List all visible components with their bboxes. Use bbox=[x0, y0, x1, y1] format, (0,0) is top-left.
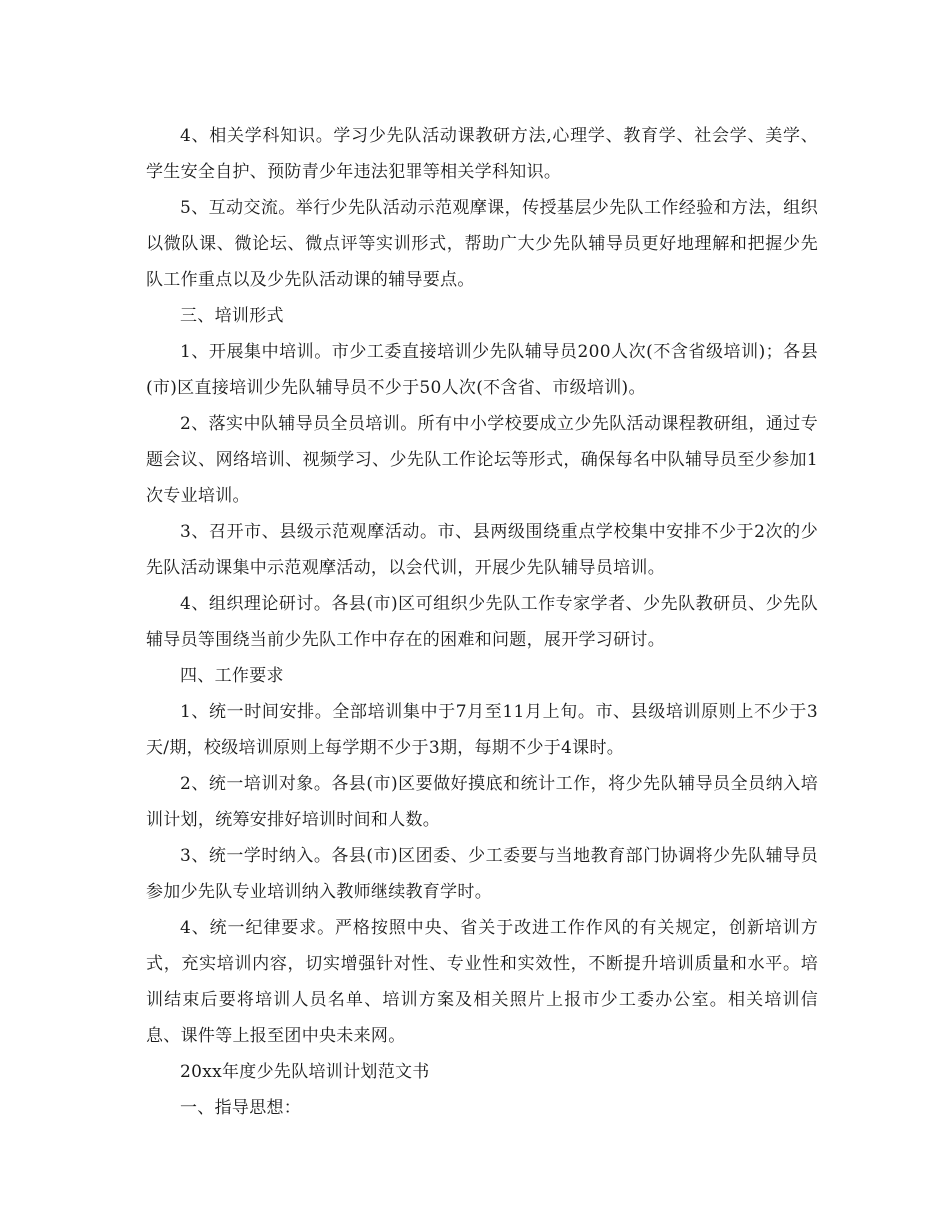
paragraph-interactive-exchange: 5、互动交流。举行少先队活动示范观摩课，传授基层少先队工作经验和方法，组织以微队课、微论坛、微点评等实训形式，帮助广大少先队辅导员更好地理解和把握少先队工作重点以及少先队活动课的辅导要点。 bbox=[146, 198, 818, 290]
document-subtitle: 20xx年度少先队培训计划范文书 bbox=[180, 1062, 430, 1082]
document-page bbox=[146, 118, 818, 1126]
paragraph-unified-credit-hours: 3、统一学时纳入。各县(市)区团委、少工委要与当地教育部门协调将少先队辅导员参加少先队专业培训纳入教师继续教育学时。 bbox=[146, 846, 818, 902]
paragraph-related-knowledge: 4、相关学科知识。学习少先队活动课教研方法,心理学、教育学、社会学、美学、学生安全自护、预防青少年违法犯罪等相关学科知识。 bbox=[146, 126, 818, 182]
section-heading-guiding-ideology: 一、指导思想： bbox=[180, 1098, 302, 1118]
section-heading-training-form: 三、培训形式 bbox=[180, 306, 284, 326]
paragraph-unified-schedule: 1、统一时间安排。全部培训集中于7月至11月上旬。市、县级培训原则上不少于3天/期，校级培训原则上每学期不少于3期，每期不少于4课时。 bbox=[146, 702, 818, 758]
section-heading-work-requirements: 四、工作要求 bbox=[180, 666, 284, 686]
paragraph-unified-target: 2、统一培训对象。各县(市)区要做好摸底和统计工作，将少先队辅导员全员纳入培训计划，统筹安排好培训时间和人数。 bbox=[146, 774, 818, 830]
paragraph-demonstration-activity: 3、召开市、县级示范观摩活动。市、县两级围绕重点学校集中安排不少于2次的少先队活动课集中示范观摩活动，以会代训，开展少先队辅导员培训。 bbox=[146, 522, 818, 578]
paragraph-full-staff-training: 2、落实中队辅导员全员培训。所有中小学校要成立少先队活动课程教研组，通过专题会议、网络培训、视频学习、少先队工作论坛等形式，确保每名中队辅导员至少参加1次专业培训。 bbox=[146, 414, 818, 506]
paragraph-unified-discipline: 4、统一纪律要求。严格按照中央、省关于改进工作作风的有关规定，创新培训方式，充实培训内容，切实增强针对性、专业性和实效性，不断提升培训质量和水平。培训结束后要将培训人员名单、培训方案及相关照片上报市少工委办公室。相关培训信息、课件等上报至团中央未来网。 bbox=[146, 918, 818, 1046]
paragraph-centralized-training: 1、开展集中培训。市少工委直接培训少先队辅导员200人次(不含省级培训)；各县(市)区直接培训少先队辅导员不少于50人次(不含省、市级培训)。 bbox=[146, 342, 818, 398]
paragraph-theory-seminar: 4、组织理论研讨。各县(市)区可组织少先队工作专家学者、少先队教研员、少先队辅导员等围绕当前少先队工作中存在的困难和问题，展开学习研讨。 bbox=[146, 594, 818, 650]
